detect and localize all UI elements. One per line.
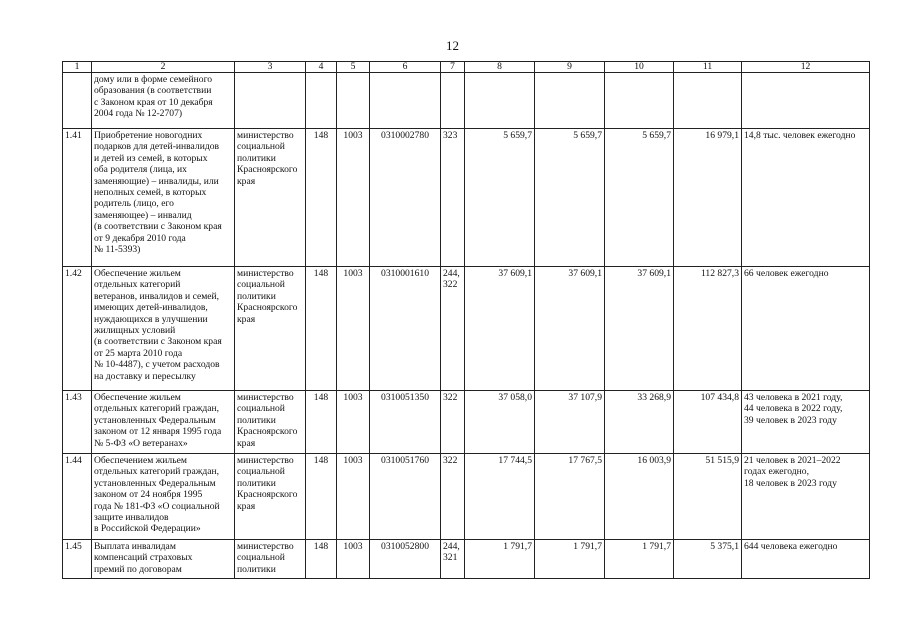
amount-total: 107 434,8	[674, 391, 742, 454]
code-section: 1003	[337, 129, 370, 267]
code-section: 1003	[337, 540, 370, 579]
column-number: 12	[742, 62, 870, 73]
column-number: 4	[306, 62, 337, 73]
amount-year-1: 37 609,1	[465, 267, 535, 391]
amount-total: 112 827,3	[674, 267, 742, 391]
amount-year-2: 37 609,1	[535, 267, 605, 391]
column-number: 7	[441, 62, 465, 73]
table-row	[63, 267, 870, 391]
measure-name: Выплата инвалидам компенсаций страховых премий по договорам	[92, 540, 235, 579]
code-gr: 148	[306, 267, 337, 391]
amount-year-2	[535, 73, 605, 129]
amount-year-2: 17 767,5	[535, 454, 605, 540]
column-number: 9	[535, 62, 605, 73]
row-number: 1.42	[63, 267, 92, 391]
code-section: 1003	[337, 391, 370, 454]
row-number: 1.44	[63, 454, 92, 540]
table-row	[63, 540, 870, 579]
amount-year-1: 1 791,7	[465, 540, 535, 579]
expected-result: 21 человек в 2021–2022 годах ежегодно, 18 человек в 2023 году	[742, 454, 870, 540]
code-section: 1003	[337, 267, 370, 391]
code-section	[337, 73, 370, 129]
expected-result	[742, 73, 870, 129]
amount-year-3: 33 268,9	[605, 391, 674, 454]
amount-year-2: 5 659,7	[535, 129, 605, 267]
expected-result: 14,8 тыс. человек ежегодно	[742, 129, 870, 267]
executor: министерство социальной политики	[235, 540, 306, 579]
executor: министерство социальной политики Красноярского края	[235, 454, 306, 540]
page-number: 12	[446, 38, 459, 53]
amount-year-3: 16 003,9	[605, 454, 674, 540]
amount-year-3: 5 659,7	[605, 129, 674, 267]
amount-year-1: 5 659,7	[465, 129, 535, 267]
amount-total: 5 375,1	[674, 540, 742, 579]
column-number: 1	[63, 62, 92, 73]
column-number: 2	[92, 62, 235, 73]
executor: министерство социальной политики Красноярского края	[235, 267, 306, 391]
amount-total	[674, 73, 742, 129]
code-expense-type: 322	[441, 454, 465, 540]
amount-year-2: 1 791,7	[535, 540, 605, 579]
executor	[235, 73, 306, 129]
amount-year-1: 37 058,0	[465, 391, 535, 454]
table-row	[63, 391, 870, 454]
measure-name: Приобретение новогодних подарков для детей-инвалидов и детей из семей, в которых оба родителя (лица, их заменяющие) – инвалиды, или неполных семей, в которых родитель (лицо, его заменяющее) – инвалид (в соответствии с Законом края от 9 декабря 2010 года № 11-5393)	[92, 129, 235, 267]
column-number: 3	[235, 62, 306, 73]
code-gr: 148	[306, 129, 337, 267]
code-gr: 148	[306, 540, 337, 579]
expected-result: 43 человека в 2021 году, 44 человека в 2022 году, 39 человек в 2023 году	[742, 391, 870, 454]
table-row	[63, 129, 870, 267]
measure-name: дому или в форме семейного образования (в соответствии с Законом края от 10 декабря 2004 года № 12-2707)	[92, 73, 235, 129]
column-number: 11	[674, 62, 742, 73]
measure-name: Обеспечение жильем отдельных категорий ветеранов, инвалидов и семей, имеющих детей-инвалидов, нуждающихся в улучшении жилищных условий (в соответствии с Законом края от 25 марта 2010 года № 10-4487), с учетом расходов на доставку и пересылку	[92, 267, 235, 391]
column-number: 8	[465, 62, 535, 73]
code-expense-type: 323	[441, 129, 465, 267]
row-number	[63, 73, 92, 129]
code-target	[370, 73, 441, 129]
amount-year-1: 17 744,5	[465, 454, 535, 540]
table-row	[63, 73, 870, 129]
code-gr: 148	[306, 454, 337, 540]
code-target: 0310051350	[370, 391, 441, 454]
column-number: 6	[370, 62, 441, 73]
column-number: 10	[605, 62, 674, 73]
amount-year-2: 37 107,9	[535, 391, 605, 454]
executor: министерство социальной политики Красноярского края	[235, 129, 306, 267]
amount-year-3: 1 791,7	[605, 540, 674, 579]
amount-year-3: 37 609,1	[605, 267, 674, 391]
amount-year-1	[465, 73, 535, 129]
executor: министерство социальной политики Красноярского края	[235, 391, 306, 454]
code-expense-type: 244, 322	[441, 267, 465, 391]
amount-total: 16 979,1	[674, 129, 742, 267]
measure-name: Обеспечением жильем отдельных категорий граждан, установленных Федеральным законом от 24 ноября 1995 года № 181-ФЗ «О социальной защите инвалидов в Российской Федерации»	[92, 454, 235, 540]
code-expense-type: 244, 321	[441, 540, 465, 579]
expected-result: 644 человека ежегодно	[742, 540, 870, 579]
row-number: 1.43	[63, 391, 92, 454]
column-number: 5	[337, 62, 370, 73]
measure-name: Обеспечение жильем отдельных категорий граждан, установленных Федеральным законом от 12 января 1995 года № 5-ФЗ «О ветеранах»	[92, 391, 235, 454]
row-number: 1.41	[63, 129, 92, 267]
column-number-row	[63, 62, 870, 73]
code-gr	[306, 73, 337, 129]
row-number: 1.45	[63, 540, 92, 579]
code-target: 0310052800	[370, 540, 441, 579]
table-row	[63, 454, 870, 540]
code-gr: 148	[306, 391, 337, 454]
code-target: 0310001610	[370, 267, 441, 391]
program-measures-table	[62, 61, 870, 579]
code-target: 0310051760	[370, 454, 441, 540]
code-expense-type: 322	[441, 391, 465, 454]
code-target: 0310002780	[370, 129, 441, 267]
code-section: 1003	[337, 454, 370, 540]
expected-result: 66 человек ежегодно	[742, 267, 870, 391]
amount-total: 51 515,9	[674, 454, 742, 540]
amount-year-3	[605, 73, 674, 129]
code-expense-type	[441, 73, 465, 129]
